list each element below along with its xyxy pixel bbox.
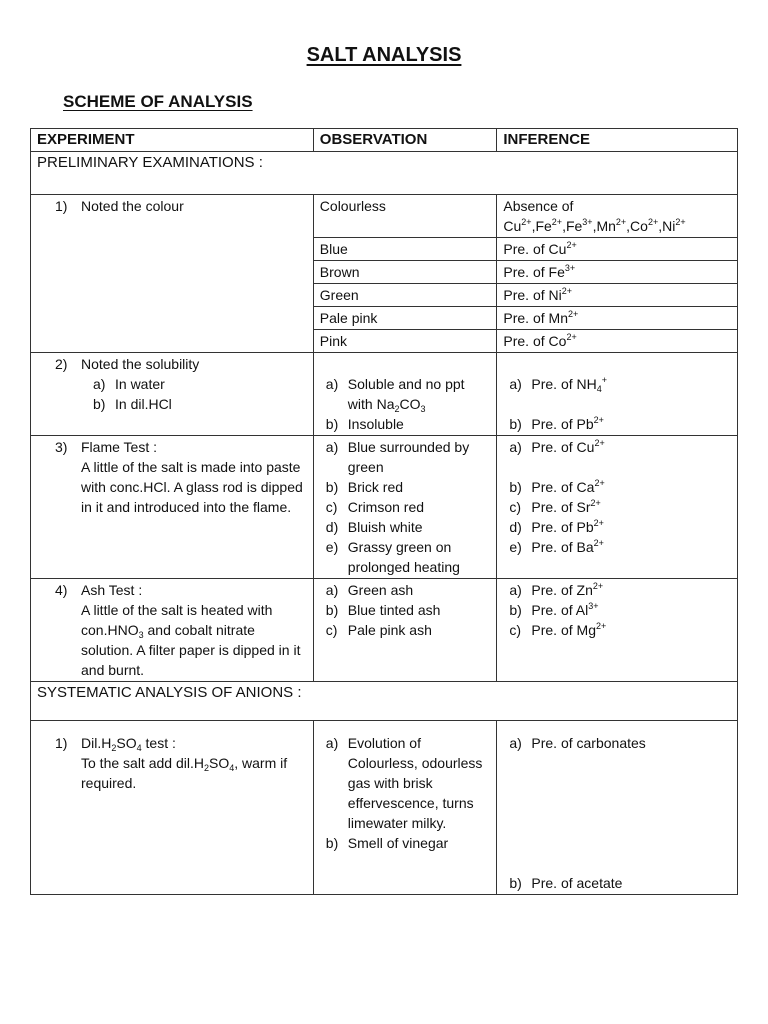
experiment-text: Noted the colour: [81, 198, 184, 214]
observation-brown: Brown: [313, 261, 497, 284]
analysis-table: [30, 128, 738, 895]
flame-test-description: A little of the salt is made into paste with conc.HCl. A glass rod is dipped in it and introduced into the flame.: [81, 459, 303, 515]
table-row: [31, 195, 738, 238]
header-observation: OBSERVATION: [313, 129, 497, 152]
header-inference: INFERENCE: [497, 129, 738, 152]
observation-pale-pink: Pale pink: [313, 307, 497, 330]
observation-blue: Blue: [313, 238, 497, 261]
solubility-water: In water: [115, 376, 165, 392]
experiment-flame-test: 3) Flame Test : A little of the salt is made into paste with conc.HCl. A glass rod is dipped in it and introduced into the flame.: [31, 436, 314, 579]
observation-green: Green: [313, 284, 497, 307]
step-number: 1): [55, 198, 68, 214]
experiment-ash-test: 4) Ash Test : A little of the salt is heated with $con.HNO_3$ and cobalt nitrate solution. A filter paper is dipped in it and burnt.: [31, 579, 314, 682]
inference-solubility: a) Pre. of $NH_4^+$ b) Pre. of $Pb^{2+}$: [497, 353, 738, 436]
section-title-anions: SYSTEMATIC ANALYSIS OF ANIONS :: [31, 682, 738, 721]
inference-co: Pre. of $Co^{2+}$: [497, 330, 738, 353]
table-row: [31, 721, 738, 895]
experiment-colour: [31, 195, 314, 353]
observation-colourless: Colourless: [313, 195, 497, 238]
observation-solubility: a) Soluble and no ppt with $Na_2CO_3$ b) Insoluble: [313, 353, 497, 436]
inference-flame: a) Pre. of $Cu^{2+}$ b) Pre. of $Ca^{2+}$ c) Pre. of $Sr^{2+}$ d) Pre. of $Pb^{2+}$ e) Pre. of $Ba^{2+}$: [497, 436, 738, 579]
observation-dil-h2so4: a) Evolution of Colourless, odourless gas with brisk effervescence, turns limewater milky. b) Smell of vinegar: [313, 721, 497, 895]
document-subtitle: SCHEME OF ANALYSIS: [63, 92, 253, 111]
inference-cu: Pre. of $Cu^{2+}$: [497, 238, 738, 261]
observation-ash: a) Green ash b) Blue tinted ash c) Pale pink ash: [313, 579, 497, 682]
solubility-hcl: In dil.HCl: [115, 396, 172, 412]
document-title: SALT ANALYSIS: [306, 44, 462, 66]
experiment-solubility: 2) Noted the solubility a) In water b) In dil.HCl: [31, 353, 314, 436]
inference-ash: a) Pre. of $Zn^{2+}$ b) Pre. of $Al^{3+}$ c) Pre. of $Mg^{2+}$: [497, 579, 738, 682]
observation-pink: Pink: [313, 330, 497, 353]
table-row: [31, 436, 738, 579]
header-experiment: EXPERIMENT: [31, 129, 314, 152]
inference-dil-h2so4: a) Pre. of carbonates b) Pre. of acetate: [497, 721, 738, 895]
table-row: [31, 579, 738, 682]
section-title-preliminary: PRELIMINARY EXAMINATIONS :: [31, 152, 738, 195]
table-header-row: [31, 129, 738, 152]
inference-absence: Absence of $Cu^{2+},Fe^{2+},Fe^{3+},Mn^{2+},Co^{2+},Ni^{2+}$: [497, 195, 738, 238]
section-row-anions: [31, 682, 738, 721]
section-row-preliminary: [31, 152, 738, 195]
absence-label: Absence of: [503, 198, 574, 214]
inference-mn: Pre. of $Mn^{2+}$: [497, 307, 738, 330]
table-row: [31, 353, 738, 436]
observation-flame: a) Blue surrounded by green b) Brick red c) Crimson red d) Bluish white e) Grassy green on prolonged heating: [313, 436, 497, 579]
ash-test-description: A little of the salt is heated with $con.HNO_3$ and cobalt nitrate solution. A filter paper is dipped in it and burnt.: [81, 602, 301, 678]
experiment-dil-h2so4: 1) $Dil.H_2SO_4$ test : To the salt add $dil.H_2SO_4$, warm if required.: [31, 721, 314, 895]
inference-ni: Pre. of $Ni^{2+}$: [497, 284, 738, 307]
inference-fe: Pre. of $Fe^{3+}$: [497, 261, 738, 284]
